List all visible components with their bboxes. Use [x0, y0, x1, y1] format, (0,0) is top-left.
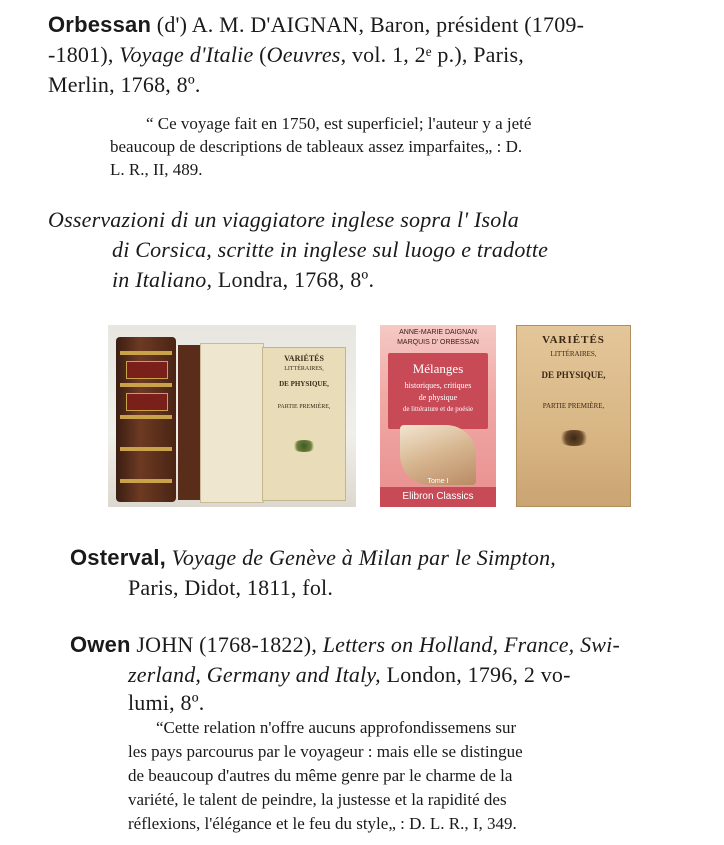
book-title: Letters on Holland, France, Swi- [322, 632, 620, 657]
author-firstname: JOHN [130, 632, 194, 657]
quote-line-3: de beaucoup d'autres du même genre par le charme de la [128, 766, 513, 785]
cover-subtitle: de physique [418, 393, 458, 402]
photo-title-page [516, 325, 631, 507]
owen-line-3: lumi, 8º. [128, 690, 205, 715]
author-details: (d') A. M. D'AIGNAN, Baron, président (1709- [151, 12, 585, 37]
entry-orbessan-line-1 [48, 12, 584, 38]
owen-line-2 [128, 662, 571, 688]
cover-subtitle: de littérature et de poésie [402, 405, 474, 413]
title-page-heading: VARIÉTÉS [284, 354, 324, 363]
imprint: Londra, 1768, 8º. [212, 267, 375, 292]
open-book-image [400, 425, 476, 485]
quote-line-2: beaucoup de descriptions de tableaux assez imparfaites„ : D. [110, 137, 523, 156]
title-page-line: LITTÉRAIRES, [550, 350, 597, 358]
photo-open-book [108, 325, 356, 507]
quote-line-1: “Cette relation n'offre aucuns approfondissemens sur [156, 718, 517, 737]
title-page-heading: VARIÉTÉS [542, 334, 605, 346]
author-heading: Owen [70, 632, 131, 657]
book-cover [178, 345, 200, 500]
quote-line-2: les pays parcourus par le voyageur : mais elle se distingue [128, 742, 523, 761]
quote-line-3: L. R., II, 489. [110, 160, 203, 179]
book-title-page [262, 347, 346, 501]
title-page-line: DE PHYSIQUE, [279, 380, 329, 388]
book-title: Voyage d'Italie [119, 42, 254, 67]
ornament-icon [291, 440, 317, 452]
cover-author-line: MARQUIS D' ORBESSAN [397, 339, 479, 346]
book-title-cont: zerland, Germany and Italy, [128, 662, 381, 687]
osservazioni-line-2: di Corsica, scritte in inglese sul luogo e tradotte [112, 237, 549, 262]
book-left-page [200, 343, 264, 503]
entry-orbessan-line-2 [48, 42, 524, 68]
cover-subtitle: historiques, critiques [404, 381, 472, 390]
years-end: -1801), [48, 42, 120, 67]
title-end: in Italiano, [112, 267, 213, 292]
works-label: Oeuvres [266, 42, 341, 67]
entry-orbessan-line-3: Merlin, 1768, 8º. [48, 72, 201, 97]
osservazioni-line-1: Osservazioni di un viaggiatore inglese sopra l' Isola [48, 207, 519, 232]
owen-line-1 [70, 632, 620, 658]
cover-author-line: ANNE-MARIE DAIGNAN [399, 329, 477, 336]
quote-line-4: variété, le talent de peindre, la justesse et la rapidité des [128, 790, 507, 809]
title-page-line: LITTÉRAIRES, [284, 366, 324, 372]
osterval-line-2: Paris, Didot, 1811, fol. [128, 575, 334, 600]
paren-open: ( [253, 42, 267, 67]
title-page-line: PARTIE PREMIÈRE, [542, 402, 605, 410]
book-spine [116, 337, 176, 502]
quote-line-1: “ Ce voyage fait en 1750, est superficiel; l'auteur y a jeté [146, 114, 532, 133]
imprint: London, 1796, 2 vo- [380, 662, 571, 687]
author-heading: Orbessan [48, 12, 152, 37]
author-years: (1768-1822), [193, 632, 323, 657]
cover-volume: Tome I [427, 478, 449, 485]
book-title: Voyage de Genève à Milan par le Simpton, [165, 545, 557, 570]
cover-title: Mélanges [412, 361, 464, 376]
cover-title-box [388, 353, 488, 429]
osterval-line-1 [70, 545, 556, 571]
author-heading: Osterval, [70, 545, 166, 570]
volume-details: , vol. 1, 2ᵉ p.), Paris, [340, 42, 524, 67]
quote-line-5: réflexions, l'élégance et le feu du style„ : D. L. R., I, 349. [128, 814, 517, 833]
title-page-line: PARTIE PREMIÈRE, [277, 404, 331, 410]
cover-publisher: Elibron Classics [380, 487, 496, 507]
title-page-line: DE PHYSIQUE, [541, 370, 606, 380]
photo-reprint-cover [380, 325, 496, 507]
osservazioni-line-3 [112, 267, 374, 293]
ornament-icon [557, 430, 591, 446]
